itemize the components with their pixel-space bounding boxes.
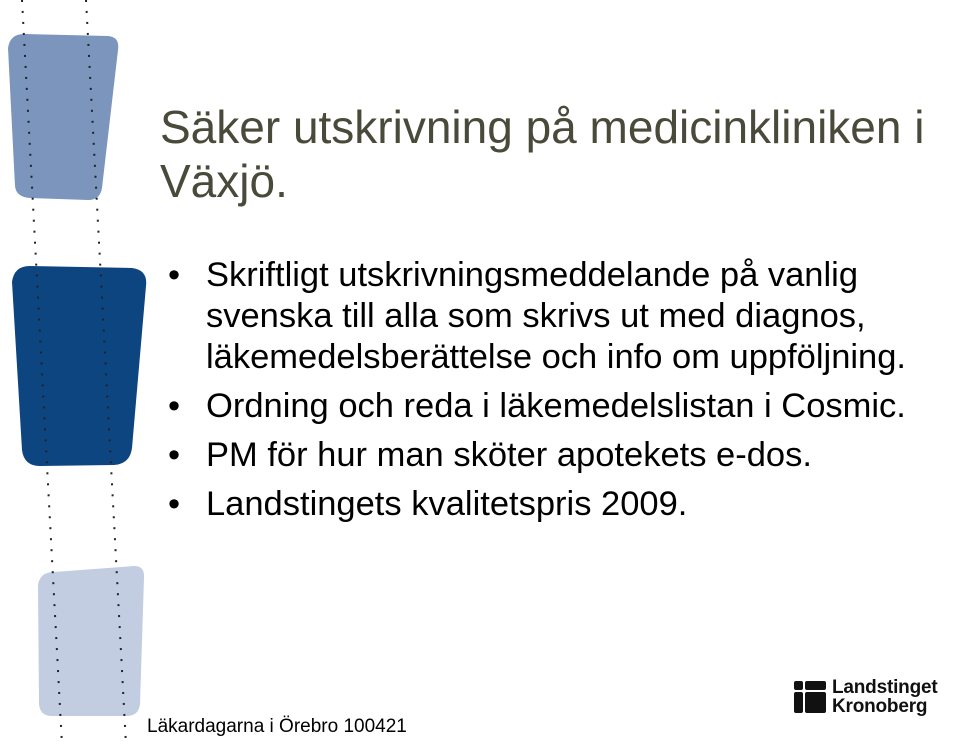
bullet-list [160, 255, 950, 533]
bullet-item: • Landstingets kvalitetspris 2009. [160, 484, 950, 525]
logo-grid-icon [794, 681, 826, 713]
slide-footer: Läkardagarna i Örebro 100421 [147, 716, 407, 737]
logo-line-1: Landstinget [832, 677, 938, 698]
shape-bottom [38, 566, 144, 716]
bullet-item: • PM för hur man sköter apotekets e-dos. [160, 435, 950, 476]
landstinget-kronoberg-logo [794, 678, 937, 716]
shape-top [8, 34, 118, 200]
slide-title: Säker utskrivning på medicinkliniken i Växjö. [160, 101, 925, 207]
bullet-item: • Skriftligt utskrivningsmeddelande på vanlig svenska till alla som skrivs ut med diagnos, läkemedelsberättelse och info om uppföljning. [160, 255, 950, 378]
bullet-item: • Ordning och reda i läkemedelslistan i Cosmic. [160, 386, 950, 427]
shape-middle [12, 266, 146, 466]
decorative-shapes [0, 0, 160, 745]
logo-text [832, 678, 937, 716]
logo-line-2: Kronoberg [832, 696, 928, 717]
